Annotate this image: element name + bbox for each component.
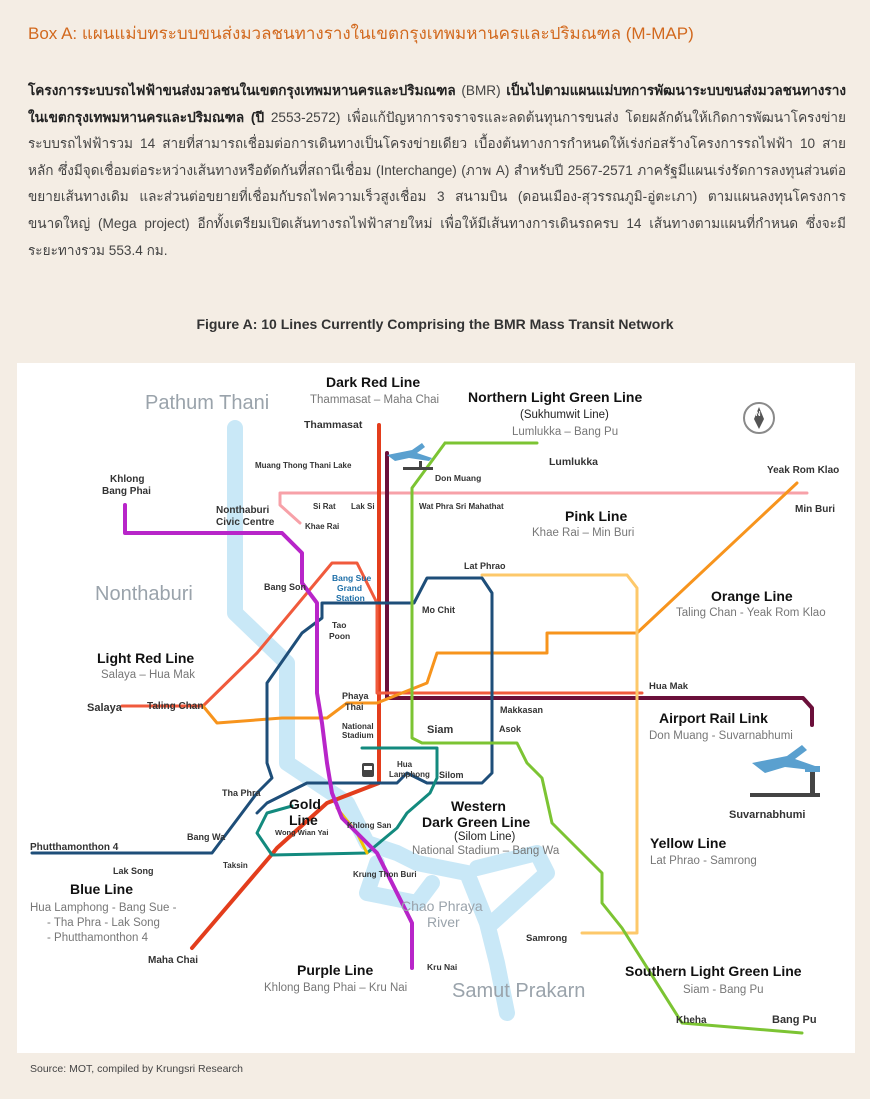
region-nonthaburi: Nonthaburi: [95, 583, 193, 605]
station-tha-phra: Tha Phra: [222, 788, 261, 798]
station-kheha: Kheha: [676, 1015, 707, 1026]
station-bang-sue-1: Bang Sue: [332, 573, 372, 583]
yellow-line-route: Lat Phrao - Samrong: [650, 855, 757, 867]
station-khae-rai: Khae Rai: [305, 522, 340, 531]
station-hua-lamphong-2: Lamphong: [389, 770, 430, 779]
station-don-muang: Don Muang: [435, 473, 482, 483]
gold-line-name-1: Gold: [289, 796, 321, 812]
paragraph-bold-1: โครงการระบบรถไฟฟ้าขนส่งมวลชนในเขตกรุงเทพมหานครและปริมณฑล: [28, 83, 456, 98]
station-maha-chai: Maha Chai: [148, 955, 199, 966]
southern-green-route: Siam - Bang Pu: [683, 984, 764, 996]
western-green-name-1: Western: [451, 798, 506, 814]
transit-map-svg: [17, 363, 855, 1053]
station-hua-mak: Hua Mak: [649, 681, 689, 692]
blue-line-route-3: - Phutthamonthon 4: [47, 932, 149, 944]
station-bang-son: Bang Son: [264, 582, 306, 592]
box-title: Box A: แผนแม่บทระบบขนส่งมวลชนทางรางในเขตกรุงเทพมหานครและปริมณฑล (M-MAP): [28, 24, 694, 43]
blue-line-route-2: - Tha Phra - Lak Song: [47, 917, 160, 929]
light-red-line-route: Salaya – Hua Mak: [101, 669, 195, 681]
station-lak-song: Lak Song: [113, 866, 154, 876]
region-samut-prakarn: Samut Prakarn: [452, 980, 586, 1002]
blue-line: [32, 578, 492, 853]
light-red-line-name: Light Red Line: [97, 650, 195, 666]
paragraph-bold-2: เป็นไปตามแผนแม่บทการพัฒนาระบบขนส่งมวลชนทางรางในเขตกรุงเทพมหานครและปริมณฑล (ปี: [28, 83, 846, 125]
purple-line-route: Khlong Bang Phai – Kru Nai: [264, 982, 408, 994]
station-samrong: Samrong: [526, 933, 568, 944]
airport-rail-name: Airport Rail Link: [659, 710, 768, 726]
orange-line-name: Orange Line: [711, 588, 793, 604]
station-phaya-thai-2: Thai: [345, 702, 364, 712]
station-kru-nai: Kru Nai: [427, 962, 458, 972]
figure-title: Figure A: 10 Lines Currently Comprising the BMR Mass Transit Network: [196, 316, 674, 332]
station-makkasan: Makkasan: [500, 705, 544, 715]
station-silom: Silom: [439, 770, 464, 780]
station-national-stadium-1: National: [342, 722, 374, 731]
blue-line-name: Blue Line: [70, 881, 134, 897]
station-bang-wa: Bang Wa: [187, 832, 226, 842]
station-bang-pu: Bang Pu: [772, 1014, 817, 1026]
station-tao-poon-2: Poon: [329, 631, 351, 641]
airplane-icon-suvarnabhumi: [750, 745, 820, 797]
station-suvarnabhumi: Suvarnabhumi: [729, 809, 806, 821]
station-asok: Asok: [499, 724, 522, 734]
station-hua-lamphong-1: Hua: [397, 760, 413, 769]
airport-rail-route: Don Muang - Suvarnabhumi: [649, 730, 793, 742]
western-green-name-2: Dark Green Line: [422, 814, 531, 830]
northern-green-sub: (Sukhumwit Line): [520, 409, 609, 421]
station-thammasat: Thammasat: [304, 419, 363, 431]
station-mo-chit: Mo Chit: [422, 605, 455, 615]
station-yeak-rom-klao: Yeak Rom Klao: [767, 465, 840, 476]
station-phutthamonthon: Phutthamonthon 4: [30, 842, 119, 853]
station-taling-chan: Taling Chan: [147, 701, 204, 712]
river-label-1: Chao Phraya: [401, 898, 483, 914]
station-nonthaburi-cc-2: Civic Centre: [216, 517, 275, 528]
station-tao-poon-1: Tao: [332, 620, 347, 630]
station-lat-phrao: Lat Phrao: [464, 561, 506, 571]
station-wong-wian-yai: Wong Wian Yai: [275, 828, 329, 837]
station-bang-sue-2: Grand: [337, 583, 363, 593]
compass-icon: [744, 403, 774, 433]
transit-map: [17, 363, 855, 1053]
paragraph-text-1: (BMR): [455, 83, 507, 98]
station-wat-phra: Wat Phra Sri Mahathat: [419, 502, 504, 511]
purple-line-name: Purple Line: [297, 962, 374, 978]
river-label-2: River: [427, 914, 460, 930]
western-green-sub: (Silom Line): [454, 831, 516, 843]
source-note: Source: MOT, compiled by Krungsri Research: [30, 1063, 243, 1075]
station-min-buri: Min Buri: [795, 504, 835, 515]
train-icon: [362, 763, 374, 777]
dark-red-line-name: Dark Red Line: [326, 374, 421, 390]
station-khlong-san: Khlong San: [347, 821, 392, 830]
station-khlong-bang-phai-2: Bang Phai: [102, 486, 151, 497]
river: [235, 428, 547, 1013]
dark-red-line-route: Thammasat – Maha Chai: [310, 394, 440, 406]
station-lumlukka: Lumlukka: [549, 456, 599, 468]
station-khlong-bang-phai-1: Khlong: [110, 474, 145, 485]
station-siam: Siam: [427, 724, 454, 736]
region-pathum-thani: Pathum Thani: [145, 392, 270, 414]
station-nonthaburi-cc-1: Nonthaburi: [216, 505, 270, 516]
station-lak-si: Lak Si: [351, 502, 375, 511]
station-muang-thong: Muang Thong Thani Lake: [255, 461, 352, 470]
southern-green-name: Southern Light Green Line: [625, 963, 802, 979]
station-salaya: Salaya: [87, 702, 122, 714]
station-bang-sue-3: Station: [336, 593, 365, 603]
station-taksin: Taksin: [223, 861, 248, 870]
blue-line-route-1: Hua Lamphong - Bang Sue -: [30, 902, 177, 914]
compass-label: N: [755, 411, 761, 418]
gold-line-name-2: Line: [289, 812, 318, 828]
northern-green-name: Northern Light Green Line: [468, 389, 643, 405]
intro-paragraph: [28, 78, 846, 264]
western-green-route: National Stadium – Bang Wa: [412, 845, 560, 857]
station-krung-thon: Krung Thon Buri: [353, 870, 417, 879]
yellow-line: [482, 575, 637, 933]
station-phaya-thai-1: Phaya: [342, 691, 369, 701]
pink-line-name: Pink Line: [565, 508, 628, 524]
northern-green-route: Lumlukka – Bang Pu: [512, 426, 619, 438]
yellow-line-name: Yellow Line: [650, 835, 727, 851]
station-national-stadium-2: Stadium: [342, 731, 374, 740]
airplane-icon-don-muang: [387, 443, 433, 470]
pink-line-route: Khae Rai – Min Buri: [532, 527, 635, 539]
paragraph-text-2: 2553-2572) เพื่อแก้ปัญหาการจราจรและลดต้นทุนการขนส่ง โดยผลักดันให้เกิดการพัฒนาโครงข่ายระบบรถไฟฟ้ารวม 14 สายที่สามารถเชื่อมต่อการเดินทางเป็นโครงข่ายเดียว เบื้องต้นทางการกำหนดให้เร่งก่อสร้างโครงการรถไฟฟ้า 10 สายหลัก ซึ่งมีจุดเชื่อมต่อระหว่างเส้นทางหรือตัดกันที่สถานีเชื่อม (Interchange) (ภาพ A) สำหรับปี 2567-2571 ภาครัฐมีแผนเร่งรัดการลงทุนส่วนต่อขยายเส้นทางเดิม และส่วนต่อขยายที่เชื่อมกับรถไฟความเร็วสูงเชื่อม 3 สนามบิน (ดอนเมือง-สุวรรณภูมิ-อู่ตะเภา) ตามแผนลงทุนโครงการขนาดใหญ่ (Mega project) อีกทั้งเตรียมเปิดเส้นทางรถไฟฟ้าสายใหม่ เพื่อให้มีเส้นทางการเดินรถครบ 14 เส้นทางตามแผนที่กำหนด ซึ่งจะมีระยะทางรวม 553.4 กม.: [28, 109, 846, 258]
station-si-rat: Si Rat: [313, 502, 336, 511]
orange-line-route: Taling Chan - Yeak Rom Klao: [676, 607, 826, 619]
